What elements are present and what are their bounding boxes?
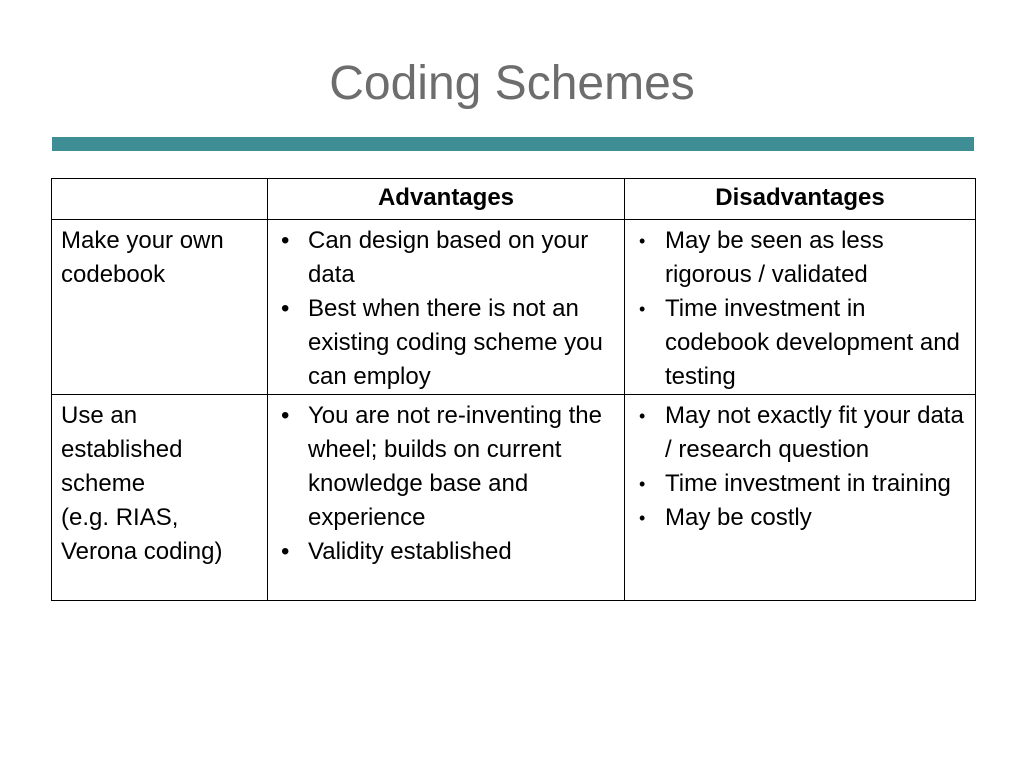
disadvantages-cell xyxy=(625,220,976,395)
row-label-line: (e.g. RIAS, xyxy=(61,504,179,531)
table-row xyxy=(52,395,976,601)
list-item xyxy=(634,501,971,535)
list-item xyxy=(634,292,971,394)
disadvantage-text: May be costly xyxy=(665,504,812,531)
row-label-line: established xyxy=(61,436,183,463)
row-label-cell xyxy=(52,395,268,601)
header-advantages: Advantages xyxy=(268,179,625,220)
bullet-icon: • xyxy=(281,295,290,322)
bullet-icon: • xyxy=(639,508,646,528)
row-label-line: scheme xyxy=(61,470,146,497)
list-item xyxy=(277,224,620,292)
bullet-icon: • xyxy=(281,402,290,429)
row-label-line: Verona coding) xyxy=(61,538,223,565)
header-empty xyxy=(52,179,268,220)
advantage-text: Best when there is not an existing coding scheme you can employ xyxy=(308,295,603,390)
disadvantage-text: May be seen as less rigorous / validated xyxy=(665,227,884,288)
row-label-line: Use an xyxy=(61,402,138,429)
title-divider xyxy=(52,137,974,151)
list-item xyxy=(634,224,971,292)
advantage-text: Validity established xyxy=(308,538,512,565)
row-label-line: codebook xyxy=(61,261,166,288)
row-label-cell xyxy=(52,220,268,395)
advantage-text: Can design based on your data xyxy=(308,227,589,288)
bullet-icon: • xyxy=(281,538,290,565)
bullet-icon: • xyxy=(639,231,646,251)
advantages-cell xyxy=(268,220,625,395)
bullet-icon: • xyxy=(639,474,646,494)
list-item xyxy=(634,399,971,467)
row-label-line: Make your own xyxy=(61,227,224,254)
disadvantage-text: Time investment in training xyxy=(665,470,951,497)
disadvantage-text: May not exactly fit your data / research question xyxy=(665,402,964,463)
bullet-icon: • xyxy=(639,299,646,319)
list-item xyxy=(277,292,620,394)
list-item xyxy=(277,535,620,569)
bullet-icon: • xyxy=(639,406,646,426)
disadvantages-cell xyxy=(625,395,976,601)
list-item xyxy=(634,467,971,501)
slide-title: Coding Schemes xyxy=(329,57,695,110)
table-row xyxy=(52,220,976,395)
bullet-icon: • xyxy=(281,227,290,254)
advantages-cell xyxy=(268,395,625,601)
disadvantage-text: Time investment in codebook development and testing xyxy=(665,295,960,390)
advantage-text: You are not re-inventing the wheel; builds on current knowledge base and experience xyxy=(308,402,602,531)
list-item xyxy=(277,399,620,535)
header-disadvantages: Disadvantages xyxy=(625,179,976,220)
comparison-table xyxy=(51,178,976,601)
header-row xyxy=(52,179,976,220)
